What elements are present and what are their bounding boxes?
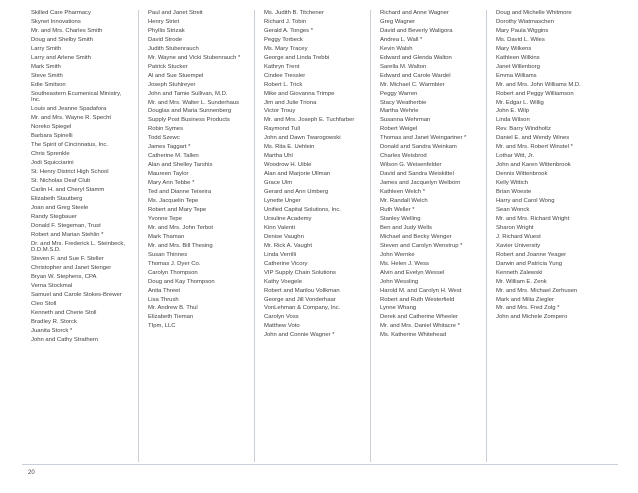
donor-name: VIP Supply Chain Solutions bbox=[264, 269, 336, 276]
donor-name: Carolyn Voss bbox=[264, 314, 299, 321]
donor-name: Sean Wonck bbox=[496, 206, 530, 213]
donor-name: Doug and Kay Thompson bbox=[148, 278, 215, 285]
donor-name: Robert and Mary Tepe bbox=[148, 206, 207, 213]
donor-name: Kenneth and Cherie Stoll bbox=[31, 309, 97, 316]
donor-name: Jodi Squicciarini bbox=[31, 159, 74, 166]
donor-name: Henry Striet bbox=[148, 18, 180, 25]
donor-name: Robert and Peggy Williamson bbox=[496, 90, 574, 97]
donor-name: Ms. Mary Tracey bbox=[264, 45, 308, 52]
donor-name: Brian Woeste bbox=[496, 189, 532, 196]
donor-column-2 bbox=[138, 10, 242, 462]
donor-name: Xavier University bbox=[496, 242, 541, 249]
donor-name: VonLehman & Company, Inc. bbox=[264, 305, 341, 312]
donor-name: Louis and Jeanne Spadafora bbox=[31, 106, 107, 113]
donor-name: Thomas J. Dyer Co. bbox=[148, 260, 201, 267]
donor-name: J. Richard Wuest bbox=[496, 233, 541, 240]
donor-name: John and Karen Wittenbrook bbox=[496, 162, 571, 169]
donor-name: Greg Wagner bbox=[380, 18, 416, 25]
donor-name: Steve Smith bbox=[31, 72, 63, 79]
donor-name: Harold M. and Carolyn H. West bbox=[380, 287, 462, 294]
donor-name: Alan and Shelley Tarshis bbox=[148, 162, 213, 169]
donor-name: Lisa Thrush bbox=[148, 296, 179, 303]
donor-name: David and Sandra Weiskittel bbox=[380, 171, 454, 178]
donor-name: Catherine M. Tallen bbox=[148, 153, 199, 160]
donor-name: Janet Willenborg bbox=[496, 63, 540, 70]
donor-name: Kathryn Trent bbox=[264, 63, 300, 70]
donor-name: Doug and Michelle Whitmore bbox=[496, 10, 572, 16]
donor-name: Ms. Rita E. Uehlein bbox=[264, 144, 315, 151]
donor-name: Skynet Innovations bbox=[31, 18, 81, 25]
donor-name: Andrea L. Wall * bbox=[380, 36, 423, 43]
donor-name: Gerald A. Tonges * bbox=[264, 27, 314, 34]
donor-name: Todd Szewc bbox=[148, 135, 180, 142]
donor-name: Edward and Glenda Walton bbox=[380, 54, 452, 61]
donor-name: Mr. and Mrs. Daniel Whitacre * bbox=[380, 323, 460, 330]
donor-name: Mr. and Mrs. John Williams M.D. bbox=[496, 81, 581, 88]
donor-name: Lynette Unger bbox=[264, 198, 301, 205]
donor-list bbox=[22, 10, 622, 462]
donor-name: Cindee Tressler bbox=[264, 72, 306, 79]
donor-name: Donald and Sandra Weinkam bbox=[380, 144, 457, 151]
donor-name: Ms. Judith B. Titchener bbox=[264, 10, 324, 16]
donor-name: Ms. Katherine Whitehead bbox=[380, 332, 447, 339]
donor-name: Southeastern Ecumenical Ministry, Inc. bbox=[31, 90, 122, 104]
donor-name: Alvin and Evelyn Wessel bbox=[380, 269, 445, 276]
donor-name: Kathleen Wilkins bbox=[496, 54, 540, 61]
donor-name: Richard and Anne Wagner bbox=[380, 10, 449, 16]
donor-name: Bryan W. Stephens, CPA bbox=[31, 274, 97, 281]
donor-name: Mr. and Mrs. Richard Wright bbox=[496, 215, 570, 222]
donor-name: Grace Ulm bbox=[264, 180, 293, 187]
donor-name: Robert L. Trick bbox=[264, 81, 303, 88]
donor-name: George and Jill Vonderhaar bbox=[264, 296, 336, 303]
donor-name: Dennis Wittenbrook bbox=[496, 171, 548, 178]
donor-name: John and Dawn Twarogowski bbox=[264, 135, 341, 142]
donor-name: Skilled Care Pharmacy bbox=[31, 10, 91, 16]
donor-name: Bradley R. Storck bbox=[31, 318, 77, 325]
donor-name: Mr. Edgar L. Willig bbox=[496, 99, 544, 106]
donor-name: Supply Post Business Products bbox=[148, 117, 230, 124]
donor-name: Jim and Julie Triona bbox=[264, 99, 317, 106]
donor-name: Mr. and Mrs. Michael Zerhusen bbox=[496, 287, 578, 294]
donor-name: Edie Smitson bbox=[31, 81, 66, 88]
donor-name: Ms. Helen J. Wess bbox=[380, 260, 429, 267]
donor-name: Kevin Walsh bbox=[380, 45, 413, 52]
donor-name: Lynne Whang bbox=[380, 305, 417, 312]
donor-name: Mr. William E. Zenk bbox=[496, 278, 547, 285]
donor-name: Larry Smith bbox=[31, 45, 62, 52]
donor-name: TIpm, LLC bbox=[148, 323, 176, 330]
donor-name: Mr. and Mrs. Fred Zolg * bbox=[496, 305, 560, 312]
donor-name: John Wessling bbox=[380, 278, 419, 285]
donor-name: The Spirit of Cincinnatus, Inc. bbox=[31, 142, 108, 149]
donor-name: Stacy Weatherbie bbox=[380, 99, 427, 106]
donor-name: Peggy Warren bbox=[380, 90, 418, 97]
donor-name: Harry and Carol Wong bbox=[496, 198, 555, 205]
donor-name: Mr. and Mrs. Wayne R. Specht bbox=[31, 115, 111, 122]
donor-name: Mr. and Mrs. Joseph E. Tuchfarber bbox=[264, 117, 355, 124]
donor-name: Mr. Andrew B. Thul bbox=[148, 305, 198, 312]
donor-name: Mr. Michael C. Warmbier bbox=[380, 81, 445, 88]
donor-name: Mary Wilkens bbox=[496, 45, 532, 52]
donor-name: Susanna Wehrman bbox=[380, 117, 431, 124]
donor-name: Rev. Barry Windholtz bbox=[496, 126, 551, 133]
donor-name: John and Cathy Strathern bbox=[31, 336, 99, 343]
donor-name: Mr. Randall Welch bbox=[380, 198, 428, 205]
donor-name: James and Jacquelyn Welborn bbox=[380, 180, 461, 187]
donor-name: Patrick Stucker bbox=[148, 63, 188, 70]
donor-name: Mr. and Mrs. Charles Smith bbox=[31, 27, 103, 34]
donor-name: Larry and Arlene Smith bbox=[31, 54, 91, 61]
donor-name: George and Linda Trebbi bbox=[264, 54, 330, 61]
donor-name: Matthew Voto bbox=[264, 323, 300, 330]
donor-name: Mr. and Mrs. John Terbot bbox=[148, 224, 214, 231]
donor-name: Ms. David L. Wiles bbox=[496, 36, 545, 43]
donor-column-4 bbox=[370, 10, 474, 462]
donor-name: Robin Symes bbox=[148, 126, 184, 133]
donor-name: Dr. and Mrs. Frederick L. Steinbeck, D.D.M.S.D. bbox=[31, 240, 125, 254]
donor-name: Donald F. Stegeman, Trust bbox=[31, 222, 101, 229]
donor-column-5 bbox=[486, 10, 618, 462]
donor-name: Elizabeth Tieman bbox=[148, 314, 194, 321]
donor-name: Kathy Voegele bbox=[264, 278, 302, 285]
donor-name: Derek and Catherine Wheeler bbox=[380, 314, 458, 321]
donor-name: Mark Thaman bbox=[148, 233, 185, 240]
donor-name: Chris Sprenkle bbox=[31, 151, 70, 157]
donor-name: Darwin and Patricia Yung bbox=[496, 260, 563, 267]
donor-name: Joan and Greg Steele bbox=[31, 204, 89, 211]
donor-name: Sarella M. Walton bbox=[380, 63, 427, 70]
donor-name: Catherine Vicory bbox=[264, 260, 308, 267]
donor-name: Denise Vaughn bbox=[264, 233, 304, 240]
donor-column-1 bbox=[22, 10, 126, 462]
donor-column-3 bbox=[254, 10, 358, 462]
donor-name: Paul and Janet Streit bbox=[148, 10, 203, 16]
donor-name: Verna Stockmal bbox=[31, 283, 73, 290]
donor-name: Dorothy Wiatmaschen bbox=[496, 18, 554, 25]
donor-name: Michael and Becky Wenger bbox=[380, 233, 452, 240]
donor-name: Mary Ann Tebbe * bbox=[148, 180, 195, 187]
donor-name: St. Nicholas Deaf Club bbox=[31, 177, 91, 184]
donor-name: Ted and Dianne Teixeira bbox=[148, 189, 212, 196]
donor-name: Unified Capital Solutions, Inc. bbox=[264, 206, 341, 213]
donor-name: Linda Verrilli bbox=[264, 251, 297, 258]
footer-rule bbox=[22, 464, 618, 465]
donor-name: John E. Wilp bbox=[496, 108, 530, 115]
donor-name: St. Henry District High School bbox=[31, 168, 109, 175]
donor-name: Douglas and Maria Sunnenberg bbox=[148, 108, 232, 115]
donor-name: Phyllis Strizak bbox=[148, 27, 185, 34]
donor-name: Kinn Valenti bbox=[264, 224, 295, 231]
donor-name: Al and Sue Stuempel bbox=[148, 72, 204, 79]
donor-name: Doug and Shelby Smith bbox=[31, 36, 93, 43]
donor-name: Daniel E. and Wendy Wines bbox=[496, 135, 570, 142]
donor-name: Edward and Carole Wardel bbox=[380, 72, 451, 79]
donor-name: Richard J. Tobin bbox=[264, 18, 307, 25]
donor-name: John Wernke bbox=[380, 251, 415, 258]
donor-name: Ruth Weller * bbox=[380, 206, 415, 213]
donor-name: John and Connie Wagner * bbox=[264, 332, 335, 339]
donor-name: Gerard and Ann Umberg bbox=[264, 189, 329, 196]
donor-name: Steven F. and Sue F. Steller bbox=[31, 256, 104, 263]
donor-name: Robert and Joanne Yeager bbox=[496, 251, 567, 258]
donor-name: Cleo Stoll bbox=[31, 300, 57, 307]
donor-name: David Strode bbox=[148, 36, 183, 43]
donor-name: Emma Williams bbox=[496, 72, 537, 79]
donor-name: Mr. and Mrs. Bill Thesing bbox=[148, 242, 213, 249]
donor-name: Sharon Wright bbox=[496, 224, 534, 231]
donor-name: Carlin H. and Cheryl Stamm bbox=[31, 186, 105, 193]
donor-name: Alan and Marjorie Ullman bbox=[264, 171, 331, 178]
donor-name: Robert and Marian Stehlin * bbox=[31, 231, 104, 238]
donor-name: Ursuline Academy bbox=[264, 215, 312, 222]
donor-name: Raymond Tull bbox=[264, 126, 301, 133]
donor-name: John and Tamie Sullivan, M.D. bbox=[148, 90, 228, 97]
donor-name: Mr. Wayne and Vicki Stubenrauch * bbox=[148, 54, 241, 61]
donor-name: Randy Stegbauer bbox=[31, 213, 77, 220]
donor-name: Mary Paula Wiggins bbox=[496, 27, 549, 34]
donor-name: Robert and Ruth Westerfield bbox=[380, 296, 455, 303]
donor-name: Mr. and Mrs. Walter L. Sunderhaus bbox=[148, 99, 240, 106]
donor-name: Yvonne Tepe bbox=[148, 215, 182, 222]
donor-name: Juanita Storck * bbox=[31, 327, 73, 334]
donor-name: Ben and Judy Wells bbox=[380, 224, 432, 231]
donor-name: James Taggart * bbox=[148, 144, 191, 151]
donor-name: Carolyn Thompson bbox=[148, 269, 198, 276]
donor-name: Steven and Carolyn Wenstrup * bbox=[380, 242, 463, 249]
donor-name: Joseph Stuhlreyer bbox=[148, 81, 196, 88]
donor-name: Susan Thinnes bbox=[148, 251, 188, 258]
donor-name: Ms. Jacquelin Tepe bbox=[148, 198, 199, 205]
donor-name: Peggy Torbeck bbox=[264, 36, 303, 43]
donor-name: Judith Stubenrauch bbox=[148, 45, 199, 52]
donor-name: David and Beverly Waligora bbox=[380, 27, 453, 34]
donor-name: Victor Trouy bbox=[264, 108, 296, 115]
donor-name: Mark Smith bbox=[31, 63, 61, 70]
donor-name: Woodrow H. Uible bbox=[264, 162, 312, 169]
donor-name: John and Michele Zompero bbox=[496, 314, 568, 321]
donor-name: Kelly Wittich bbox=[496, 180, 529, 187]
donor-name: Lothar Witt, Jr. bbox=[496, 153, 534, 160]
donor-name: Kenneth Zalewski bbox=[496, 269, 543, 276]
donor-name: Maureen Taylor bbox=[148, 171, 189, 178]
donor-name: Elizabeth Stautberg bbox=[31, 195, 83, 202]
donor-name: Stanley Welling bbox=[380, 215, 421, 222]
donor-name: Barbara Spinelli bbox=[31, 133, 73, 140]
donor-name: Linda Wilson bbox=[496, 117, 530, 124]
page-number: 20 bbox=[28, 470, 35, 476]
donor-name: Thomas and Janet Weingartner * bbox=[380, 135, 467, 142]
donor-name: Samuel and Carole Stokes-Brewer bbox=[31, 292, 122, 298]
donor-name: Mark and Milia Ziegler bbox=[496, 296, 554, 303]
donor-name: Charles Weisbrod bbox=[380, 153, 427, 160]
donor-name: Mr. and Mrs. Robert Winstel * bbox=[496, 144, 573, 151]
donor-name: Robert Weigel bbox=[380, 126, 418, 133]
donor-name: Kathleen Welch * bbox=[380, 189, 426, 196]
donor-name: Mike and Giovanna Trimpe bbox=[264, 90, 335, 97]
donor-name: Anita Threet bbox=[148, 287, 180, 294]
donor-name: Wilson G. Weisenfelder bbox=[380, 162, 442, 169]
donor-name: Mr. Rick A. Vaught bbox=[264, 242, 313, 249]
donor-name: Martha Uhl bbox=[264, 153, 293, 160]
donor-name: Robert and Marilou Vollkman bbox=[264, 287, 340, 294]
donor-name: Martha Wehrle bbox=[380, 108, 419, 115]
donor-name: Noreko Spiegel bbox=[31, 124, 72, 131]
donor-name: Christopher and Janet Stenger bbox=[31, 265, 112, 272]
